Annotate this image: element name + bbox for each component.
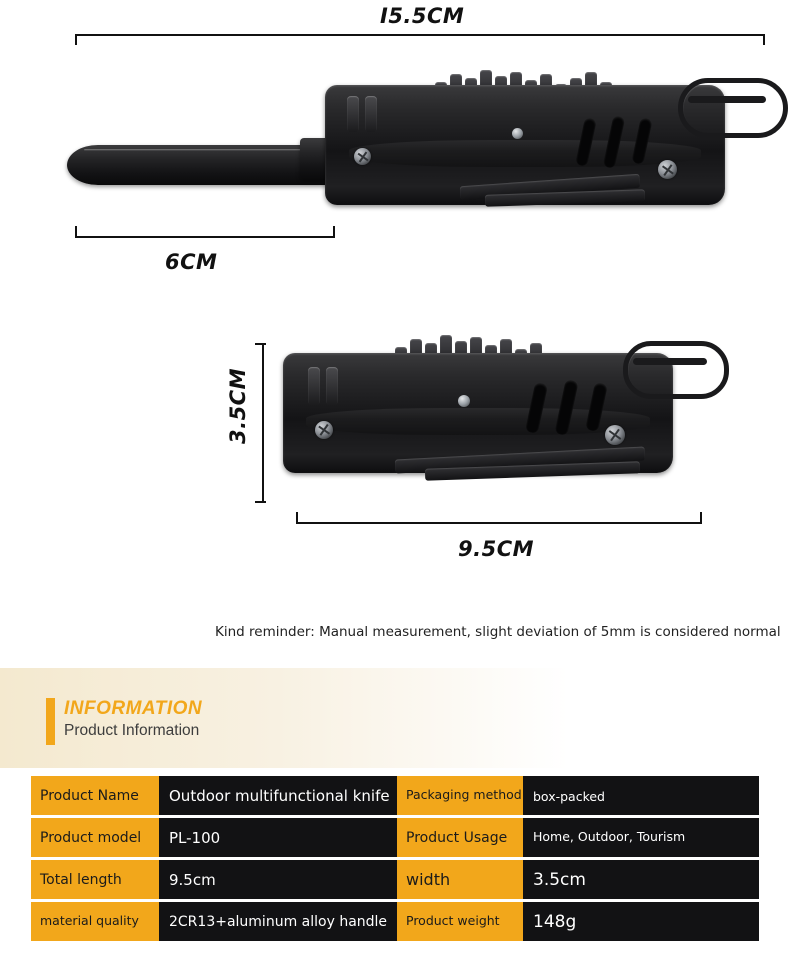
handle-pivot-pin: [458, 395, 470, 407]
product-image-open-knife: [60, 60, 760, 235]
spec-value: PL-100: [159, 818, 397, 857]
carabiner-clip-closed: [623, 341, 729, 399]
spec-key: Product weight: [397, 902, 523, 941]
table-row: [31, 776, 759, 815]
table-row: [31, 818, 759, 857]
measure-tick-height-bottom: [255, 501, 266, 503]
spec-key: Product model: [31, 818, 159, 857]
table-row: [31, 860, 759, 899]
handle-groove: [365, 96, 377, 132]
information-subtitle: Product Information: [64, 722, 200, 739]
measure-rule-height: [262, 343, 264, 503]
handle-groove: [308, 367, 320, 405]
measurement-reminder: Kind reminder: Manual measurement, slight deviation of 5mm is considered normal: [215, 624, 781, 640]
spec-key: Packaging method: [397, 776, 523, 815]
measure-rule-closed-length: [296, 522, 702, 524]
product-image-closed-knife: [275, 325, 735, 505]
dimension-label-height: 3.5CM: [226, 368, 250, 445]
handle-screw: [658, 160, 677, 179]
information-title: INFORMATION: [64, 698, 203, 719]
spec-value: 2CR13+aluminum alloy handle: [159, 902, 397, 941]
handle-screw: [315, 421, 333, 439]
spec-value: Outdoor multifunctional knife: [159, 776, 397, 815]
carabiner-clip: [678, 78, 788, 138]
knife-blade: [67, 145, 332, 185]
dimension-label-closed-length: 9.5CM: [458, 537, 535, 561]
handle-screw: [354, 148, 371, 165]
measure-tick-top-left: [75, 34, 77, 45]
measure-tick-blade-left: [75, 226, 77, 237]
spec-key: width: [397, 860, 523, 899]
table-row: [31, 902, 759, 941]
dimension-label-blade-length: 6CM: [165, 250, 218, 274]
measure-tick-closed-left: [296, 512, 298, 523]
handle-screw: [605, 425, 625, 445]
information-accent-bar: [46, 698, 55, 745]
spec-key: Product Name: [31, 776, 159, 815]
specification-table: [31, 776, 759, 944]
spec-value: 3.5cm: [523, 860, 759, 899]
measure-tick-top-right: [763, 34, 765, 45]
spec-key: Product Usage: [397, 818, 523, 857]
knife-blade-edge: [84, 149, 314, 151]
measure-tick-blade-right: [333, 226, 335, 237]
spec-key: material quality: [31, 902, 159, 941]
spec-value: 9.5cm: [159, 860, 397, 899]
spec-value: Home, Outdoor, Tourism: [523, 818, 759, 857]
measure-tick-height-top: [255, 343, 266, 345]
carabiner-gate-closed: [633, 358, 707, 365]
handle-groove: [347, 96, 359, 132]
spec-value: 148g: [523, 902, 759, 941]
dimension-label-total-length: I5.5CM: [380, 4, 465, 28]
measure-rule-blade: [75, 236, 335, 238]
measure-rule-top: [75, 34, 765, 36]
spec-value: box-packed: [523, 776, 759, 815]
handle-groove: [326, 367, 338, 405]
carabiner-gate: [688, 96, 766, 103]
spec-key: Total length: [31, 860, 159, 899]
measure-tick-closed-right: [700, 512, 702, 523]
handle-pivot-pin: [512, 128, 523, 139]
